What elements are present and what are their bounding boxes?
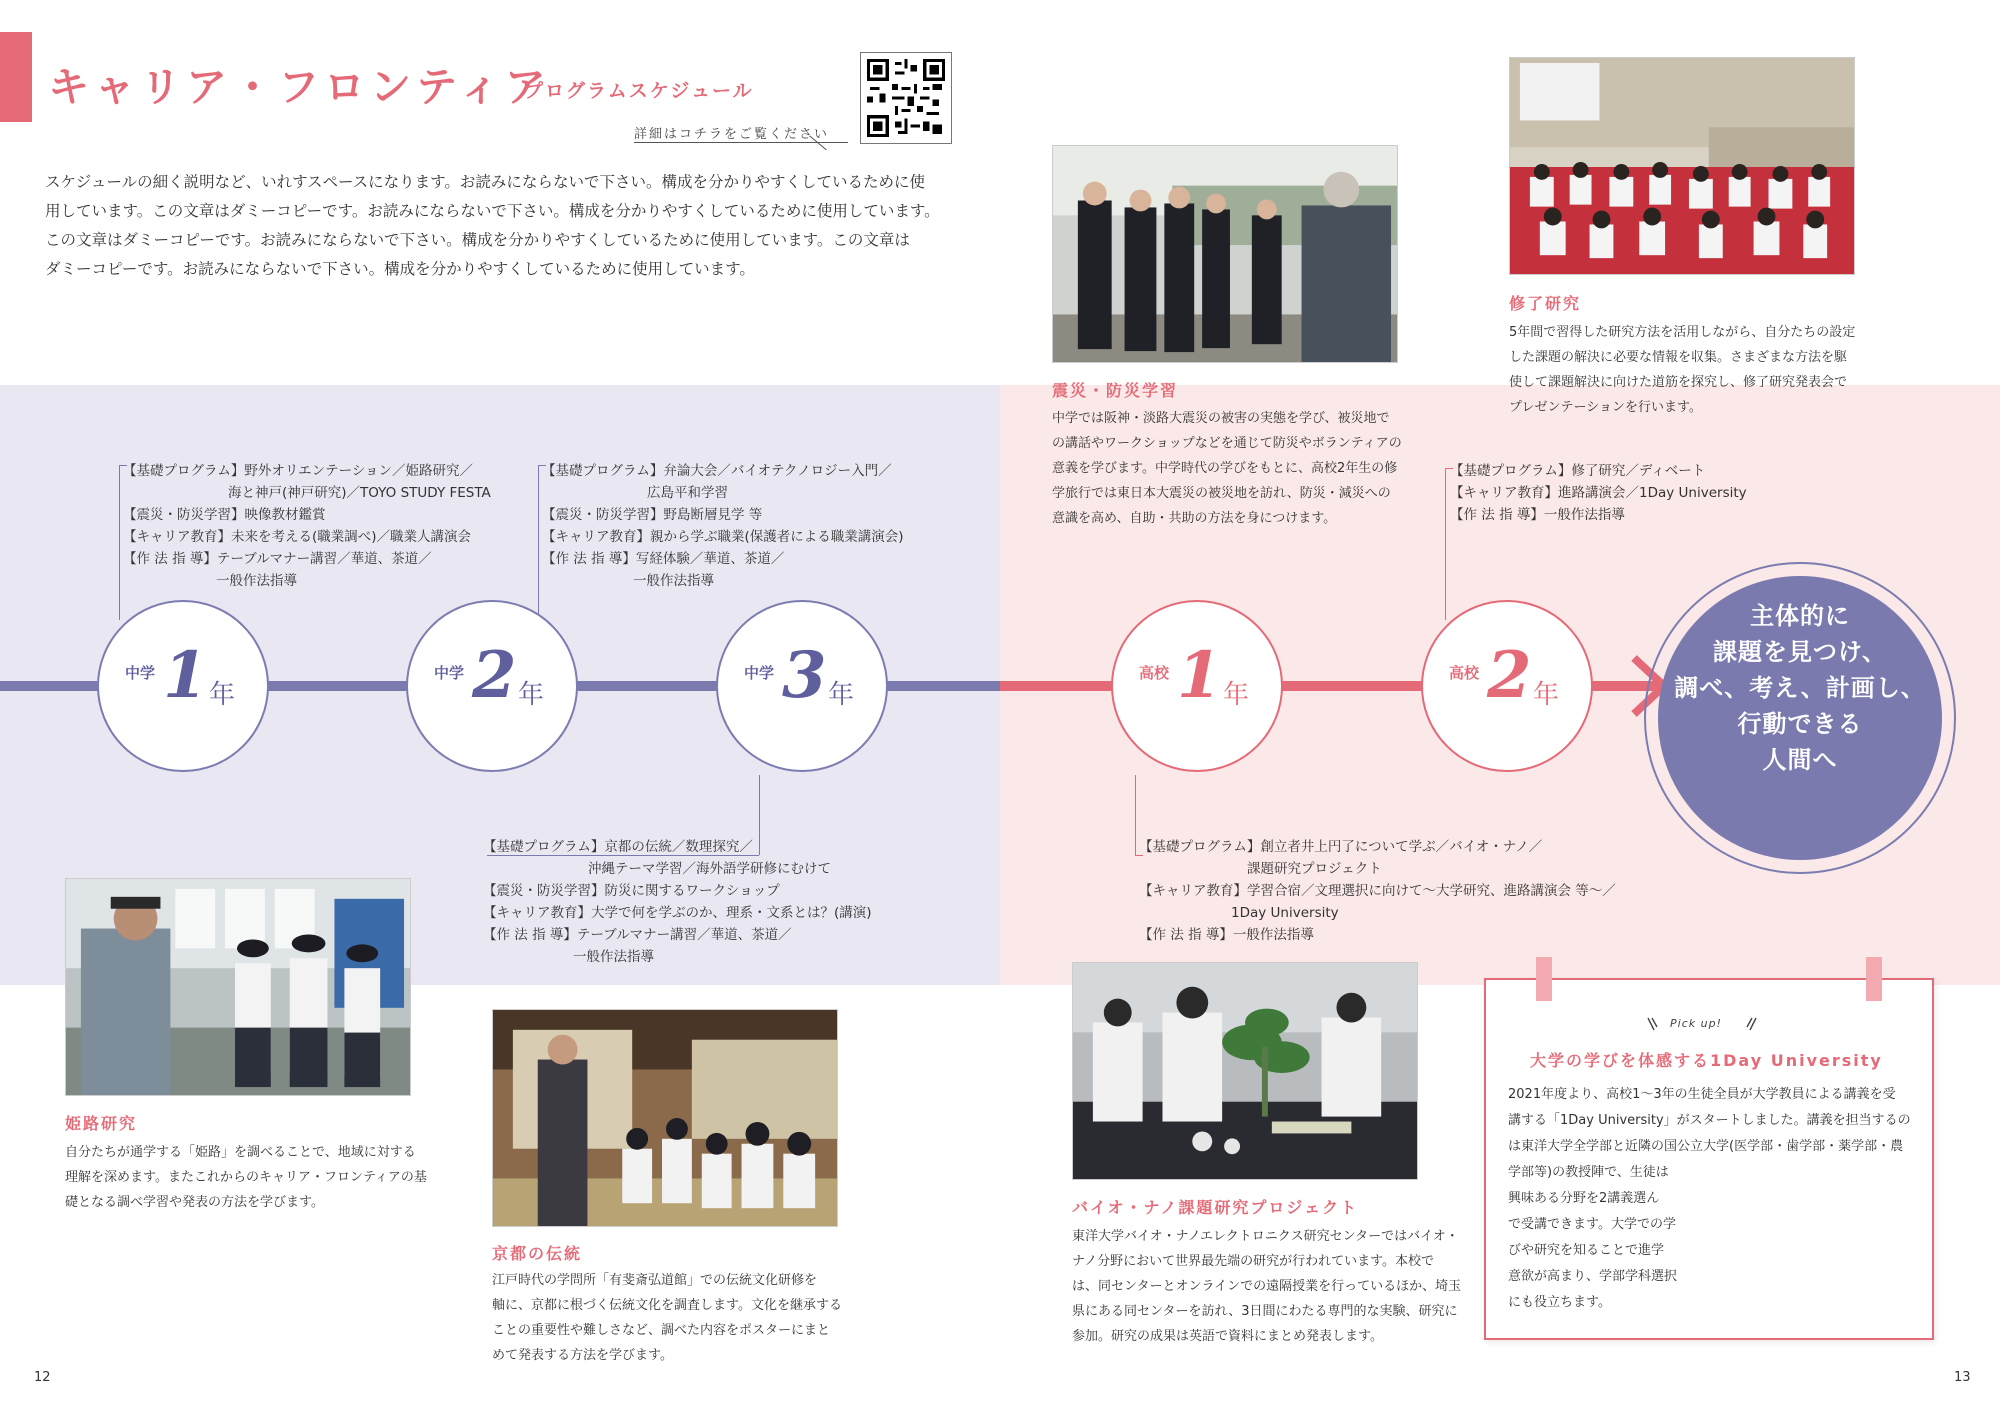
program-list-jh2 bbox=[542, 460, 904, 592]
year-unit: 年 bbox=[1223, 680, 1250, 710]
program-list-jh1 bbox=[123, 460, 491, 592]
year-label: 高校 bbox=[1449, 664, 1480, 682]
body-line: 礎となる調べ学習や発表の方法を学びます。 bbox=[65, 1195, 324, 1210]
goal-line: 調べ、考え、計画し、 bbox=[1674, 674, 1926, 702]
leader-hs1 bbox=[1135, 775, 1136, 855]
bionano-title: バイオ・ナノ課題研究プロジェクト bbox=[1072, 1198, 1359, 1217]
body-line: は東洋大学全学部と近隣の国公立大学(医学部・歯学部・薬学部・農 bbox=[1508, 1139, 1904, 1154]
page-subtitle: プログラムスケジュール bbox=[524, 80, 754, 102]
body-line: 講する「1Day University」がスタートしました。講義を担当するの bbox=[1508, 1113, 1911, 1128]
sparkle-left-icon bbox=[1646, 1016, 1662, 1032]
program-line: 【作 法 指 導】テーブルマナー講習／華道、茶道／ bbox=[483, 927, 792, 943]
intro-text bbox=[45, 168, 965, 284]
body-line: した課題の解決に必要な情報を収集。さまざまな方法を駆 bbox=[1509, 350, 1848, 365]
program-line: 沖縄テーマ学習／海外語学研修にむけて bbox=[588, 861, 831, 877]
body-line: 意義を学びます。中学時代の学びをもとに、高校2年生の修 bbox=[1052, 461, 1398, 476]
body-line: 学部等)の教授陣で、生徒は bbox=[1508, 1165, 1669, 1180]
year-label: 中学 bbox=[434, 664, 465, 682]
program-line: 【震災・防災学習】防災に関するワークショップ bbox=[483, 883, 780, 899]
program-line: 【基礎プログラム】京都の伝統／数理探究／ bbox=[483, 839, 753, 855]
tape-right bbox=[1866, 957, 1882, 1001]
body-line: にも役立ちます。 bbox=[1508, 1295, 1611, 1310]
body-line: 参加。研究の成果は英語で資料にまとめ発表します。 bbox=[1072, 1329, 1383, 1344]
disaster-body bbox=[1052, 406, 1402, 531]
program-line: 1Day University bbox=[1231, 905, 1339, 921]
program-line: 一般作法指導 bbox=[216, 573, 297, 589]
body-line: 理解を深めます。またこれからのキャリア・フロンティアの基 bbox=[65, 1170, 427, 1185]
intro-line: スケジュールの細く説明など、いれすスペースになります。お読みにならないで下さい。構成を分かりやすくしているために使 bbox=[45, 173, 925, 191]
leader-hs2 bbox=[1445, 468, 1446, 620]
body-line: プレゼンテーションを行います。 bbox=[1509, 400, 1702, 415]
year-number: 1 bbox=[163, 638, 208, 713]
body-line: 自分たちが通学する「姫路」を調べることで、地域に対する bbox=[65, 1145, 416, 1160]
page-title: キャリア・フロンティア bbox=[48, 63, 551, 111]
year-label: 中学 bbox=[125, 664, 156, 682]
kyoto-title: 京都の伝統 bbox=[492, 1244, 583, 1263]
body-line: 2021年度より、高校1～3年の生徒全員が大学教員による講義を受 bbox=[1508, 1087, 1896, 1102]
program-line: 【キャリア教育】学習合宿／文理選択に向けて～大学研究、進路講演会 等～／ bbox=[1139, 883, 1616, 899]
program-line: 【基礎プログラム】弁論大会／バイオテクノロジー入門／ bbox=[542, 463, 892, 479]
pickup-title: 大学の学びを体感する1Day University bbox=[1530, 1051, 1883, 1070]
page-number-right: 13 bbox=[1954, 1370, 1971, 1385]
program-list-hs1 bbox=[1139, 836, 1616, 946]
body-line: は、同センターとオンラインでの遠隔授業を行っているほか、埼玉 bbox=[1072, 1279, 1462, 1294]
qr-code-icon[interactable] bbox=[860, 52, 952, 144]
leader-jh1 bbox=[119, 465, 120, 620]
program-line: 広島平和学習 bbox=[647, 485, 728, 501]
body-line: 県にある同センターを訪れ、3日間にわたる専門的な実験、研究に bbox=[1072, 1304, 1458, 1319]
year-circle-hs1 bbox=[1111, 600, 1283, 772]
program-line: 【キャリア教育】進路講演会／1Day University bbox=[1450, 485, 1747, 501]
program-line: 一般作法指導 bbox=[633, 573, 714, 589]
body-line: ことの重要性や難しさなど、調べた内容をポスターにまと bbox=[492, 1323, 831, 1338]
himeji-title: 姫路研究 bbox=[65, 1114, 138, 1133]
goal-line: 人間へ bbox=[1762, 746, 1838, 774]
body-line: で受講できます。大学での学 bbox=[1508, 1217, 1676, 1232]
year-unit: 年 bbox=[518, 680, 545, 710]
body-line: 東洋大学バイオ・ナノエレクトロニクス研究センターではバイオ・ bbox=[1072, 1229, 1459, 1244]
program-line: 【作 法 指 導】写経体験／華道、茶道／ bbox=[542, 551, 785, 567]
body-line: 興味ある分野を2講義選ん bbox=[1508, 1191, 1660, 1206]
year-number: 1 bbox=[1177, 638, 1222, 713]
bionano-body bbox=[1072, 1224, 1461, 1349]
pickup-tag: Pick up! bbox=[1670, 1017, 1722, 1030]
intro-line: ダミーコピーです。お読みにならないで下さい。構成を分かりやすくしているために使用しています。 bbox=[45, 260, 755, 278]
kyoto-photo bbox=[492, 1009, 838, 1227]
year-unit: 年 bbox=[209, 680, 236, 710]
program-list-hs2 bbox=[1450, 460, 1747, 526]
body-line: の講話やワークショップなどを通じて防災やボランティアの bbox=[1052, 436, 1402, 451]
intro-line: 用しています。この文章はダミーコピーです。お読みにならないで下さい。構成を分かりやすくしているために使用しています。 bbox=[45, 202, 940, 220]
body-line: 5年間で習得した研究方法を活用しながら、自分たちの設定 bbox=[1509, 325, 1856, 340]
qr-caption: 詳細はコチラをご覧ください bbox=[634, 127, 830, 142]
year-label: 中学 bbox=[744, 664, 775, 682]
body-line: 学旅行では東日本大震災の被災地を訪れ、防災・減災への bbox=[1052, 486, 1391, 501]
program-line: 【基礎プログラム】野外オリエンテーション／姫路研究／ bbox=[123, 463, 474, 479]
bionano-photo bbox=[1072, 962, 1418, 1180]
disaster-photo bbox=[1052, 145, 1398, 363]
body-line: 使して課題解決に向けた道筋を探究し、修了研究発表会で bbox=[1509, 375, 1848, 390]
program-line: 一般作法指導 bbox=[573, 949, 654, 965]
program-line: 【作 法 指 導】一般作法指導 bbox=[1450, 507, 1625, 523]
intro-line: この文章はダミーコピーです。お読みにならないで下さい。構成を分かりやすくしているために使用しています。この文章は bbox=[45, 231, 910, 249]
program-line: 【キャリア教育】親から学ぶ職業(保護者による職業講演会) bbox=[542, 529, 904, 545]
program-line: 課題研究プロジェクト bbox=[1247, 861, 1382, 877]
year-circle-jh2 bbox=[406, 600, 578, 772]
final-research-title: 修了研究 bbox=[1509, 294, 1582, 313]
body-line: 意識を高め、自助・共助の方法を身につけます。 bbox=[1052, 511, 1337, 526]
program-line: 【基礎プログラム】修了研究／ディベート bbox=[1450, 463, 1706, 479]
program-line: 【震災・防災学習】野島断層見学 等 bbox=[542, 507, 763, 523]
year-number: 2 bbox=[1487, 638, 1532, 713]
tape-left bbox=[1536, 957, 1552, 1001]
pickup-body bbox=[1508, 1082, 1911, 1316]
year-unit: 年 bbox=[1533, 680, 1560, 710]
sparkle-right-icon bbox=[1742, 1016, 1758, 1032]
year-number: 3 bbox=[782, 638, 827, 713]
year-circle-jh1 bbox=[97, 600, 269, 772]
program-line: 【キャリア教育】大学で何を学ぶのか、理系・文系とは？(講演) bbox=[483, 905, 872, 921]
body-line: 中学では阪神・淡路大震災の被害の実態を学び、被災地で bbox=[1052, 411, 1390, 426]
himeji-body bbox=[65, 1140, 427, 1215]
body-line: 軸に、京都に根づく伝統文化を調査します。文化を継承する bbox=[492, 1298, 842, 1313]
disaster-title: 震災・防災学習 bbox=[1052, 381, 1179, 400]
year-number: 2 bbox=[472, 638, 517, 713]
title-accent-bar bbox=[0, 32, 32, 122]
goal-line: 行動できる bbox=[1737, 710, 1863, 738]
year-unit: 年 bbox=[828, 680, 855, 710]
body-line: めて発表する方法を学びます。 bbox=[492, 1348, 673, 1363]
body-line: びや研究を知ることで進学 bbox=[1508, 1243, 1665, 1258]
himeji-photo bbox=[65, 878, 411, 1096]
program-line: 【作 法 指 導】テーブルマナー講習／華道、茶道／ bbox=[123, 551, 432, 567]
leader-jh2 bbox=[538, 465, 539, 620]
program-line: 【キャリア教育】未来を考える(職業調べ)／職業人講演会 bbox=[123, 529, 472, 545]
kyoto-body bbox=[492, 1268, 842, 1368]
final-research-photo bbox=[1509, 57, 1855, 275]
program-line: 【基礎プログラム】創立者井上円了について学ぶ／バイオ・ナノ／ bbox=[1139, 839, 1543, 855]
final-research-body bbox=[1509, 320, 1855, 420]
program-line: 【作 法 指 導】一般作法指導 bbox=[1139, 927, 1314, 943]
page-number-left: 12 bbox=[34, 1370, 51, 1385]
body-line: ナノ分野において世界最先端の研究が行われています。本校で bbox=[1072, 1254, 1435, 1269]
program-list-jh3 bbox=[483, 836, 872, 968]
body-line: 意欲が高まり、学部学科選択 bbox=[1508, 1269, 1678, 1284]
program-line: 【震災・防災学習】映像教材鑑賞 bbox=[123, 507, 326, 523]
year-circle-hs2 bbox=[1421, 600, 1593, 772]
program-line: 海と神戸(神戸研究)／TOYO STUDY FESTA bbox=[228, 485, 491, 501]
goal-line: 主体的に bbox=[1750, 602, 1850, 630]
year-circle-jh3 bbox=[716, 600, 888, 772]
year-label: 高校 bbox=[1139, 664, 1170, 682]
goal-line: 課題を見つけ、 bbox=[1712, 638, 1888, 666]
goal-circle bbox=[1658, 576, 1942, 860]
body-line: 江戸時代の学問所「有斐斎弘道館」での伝統文化研修を bbox=[492, 1273, 818, 1288]
